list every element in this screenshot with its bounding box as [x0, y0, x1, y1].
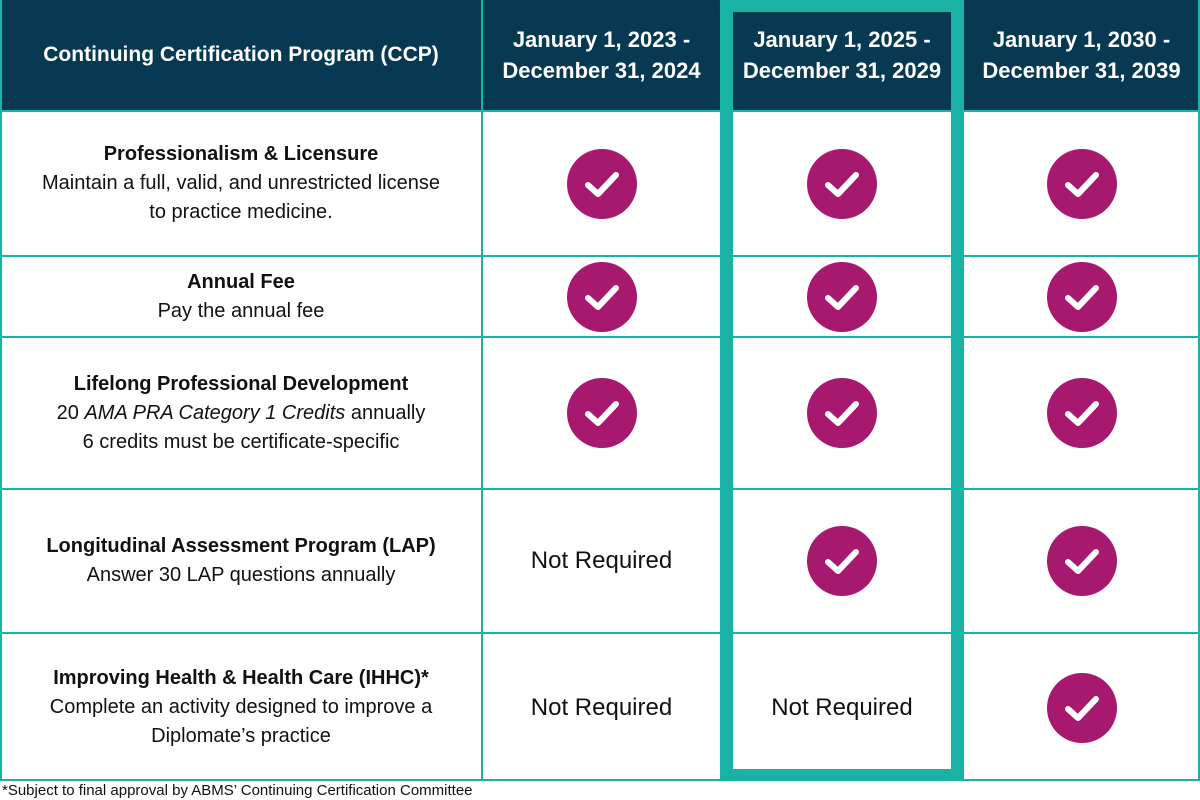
status-cell	[721, 112, 963, 255]
requirement-desc: Maintain a full, valid, and unrestricted license	[42, 172, 440, 194]
status-cell	[721, 634, 963, 781]
footnote: *Subject to final approval by ABMS’ Continuing Certification Committee	[2, 782, 473, 799]
status-cell	[721, 257, 963, 336]
grid-line	[0, 0, 2, 781]
requirement-title: Professionalism & Licensure	[103, 143, 379, 165]
requirement-title: Lifelong Professional Development	[73, 372, 409, 395]
status-cell	[721, 338, 963, 488]
status-cell	[963, 338, 1200, 488]
check-circle-icon	[1047, 526, 1117, 596]
grid-line	[962, 0, 964, 781]
period-2023-line1: January 1, 2023 -	[512, 27, 691, 52]
credits-italic: AMA PRA Category 1 Credits	[84, 401, 346, 424]
status-cell	[963, 634, 1200, 781]
grid-line	[0, 336, 1200, 338]
requirement-professionalism	[0, 112, 482, 255]
check-circle-icon	[807, 149, 877, 219]
requirement-title: Improving Health & Health Care (IHHC)*	[53, 667, 429, 689]
status-cell	[482, 112, 721, 255]
check-circle-icon	[567, 149, 637, 219]
status-cell	[721, 490, 963, 632]
check-circle-icon	[807, 526, 877, 596]
requirement-ihhc	[0, 634, 482, 781]
requirement-lap	[0, 490, 482, 632]
header-period-2023-2024	[482, 0, 721, 110]
requirement-desc: 20 AMA PRA Category 1 Credits annually	[56, 401, 426, 424]
requirement-desc: Answer 30 LAP questions annually	[86, 564, 396, 586]
header-period-2030-2039	[963, 0, 1200, 110]
grid-line	[720, 0, 722, 781]
not-required-label: Not Required	[530, 547, 673, 574]
period-2030-line1: January 1, 2030 -	[992, 27, 1171, 52]
status-cell	[963, 257, 1200, 336]
requirement-desc: Complete an activity designed to improve a	[49, 696, 433, 718]
requirement-desc: 6 credits must be certificate-specific	[82, 430, 400, 453]
header-period-2025-2029	[721, 0, 963, 110]
requirement-annual-fee	[0, 257, 482, 336]
status-cell	[482, 634, 721, 781]
period-2030-line2: December 31, 2039	[982, 58, 1181, 83]
grid-line	[0, 110, 1200, 112]
period-2025-line2: December 31, 2029	[742, 58, 942, 83]
requirement-lifelong-development	[0, 338, 482, 488]
grid-line	[0, 632, 1200, 634]
check-circle-icon	[807, 262, 877, 332]
check-circle-icon	[567, 378, 637, 448]
check-circle-icon	[1047, 262, 1117, 332]
not-required-label: Not Required	[530, 693, 673, 721]
check-circle-icon	[1047, 378, 1117, 448]
status-cell	[482, 490, 721, 632]
grid-line	[481, 0, 483, 781]
check-circle-icon	[807, 378, 877, 448]
period-2023-line2: December 31, 2024	[502, 58, 701, 83]
status-cell	[963, 112, 1200, 255]
requirement-desc: to practice medicine.	[149, 201, 333, 223]
check-circle-icon	[1047, 149, 1117, 219]
status-cell	[482, 257, 721, 336]
program-label-text: Continuing Certification Program (CCP)	[43, 43, 439, 66]
not-required-label: Not Required	[771, 693, 913, 721]
period-2025-line1: January 1, 2025 -	[753, 27, 931, 52]
check-circle-icon	[1047, 673, 1117, 743]
requirement-desc: Pay the annual fee	[157, 299, 325, 322]
requirement-title: Annual Fee	[187, 270, 295, 293]
check-circle-icon	[567, 262, 637, 332]
status-cell	[963, 490, 1200, 632]
grid-line	[0, 488, 1200, 490]
status-cell	[482, 338, 721, 488]
grid-line	[0, 255, 1200, 257]
requirement-desc: Diplomate’s practice	[151, 725, 331, 747]
header-program-label	[0, 0, 482, 110]
requirement-title: Longitudinal Assessment Program (LAP)	[46, 535, 436, 557]
